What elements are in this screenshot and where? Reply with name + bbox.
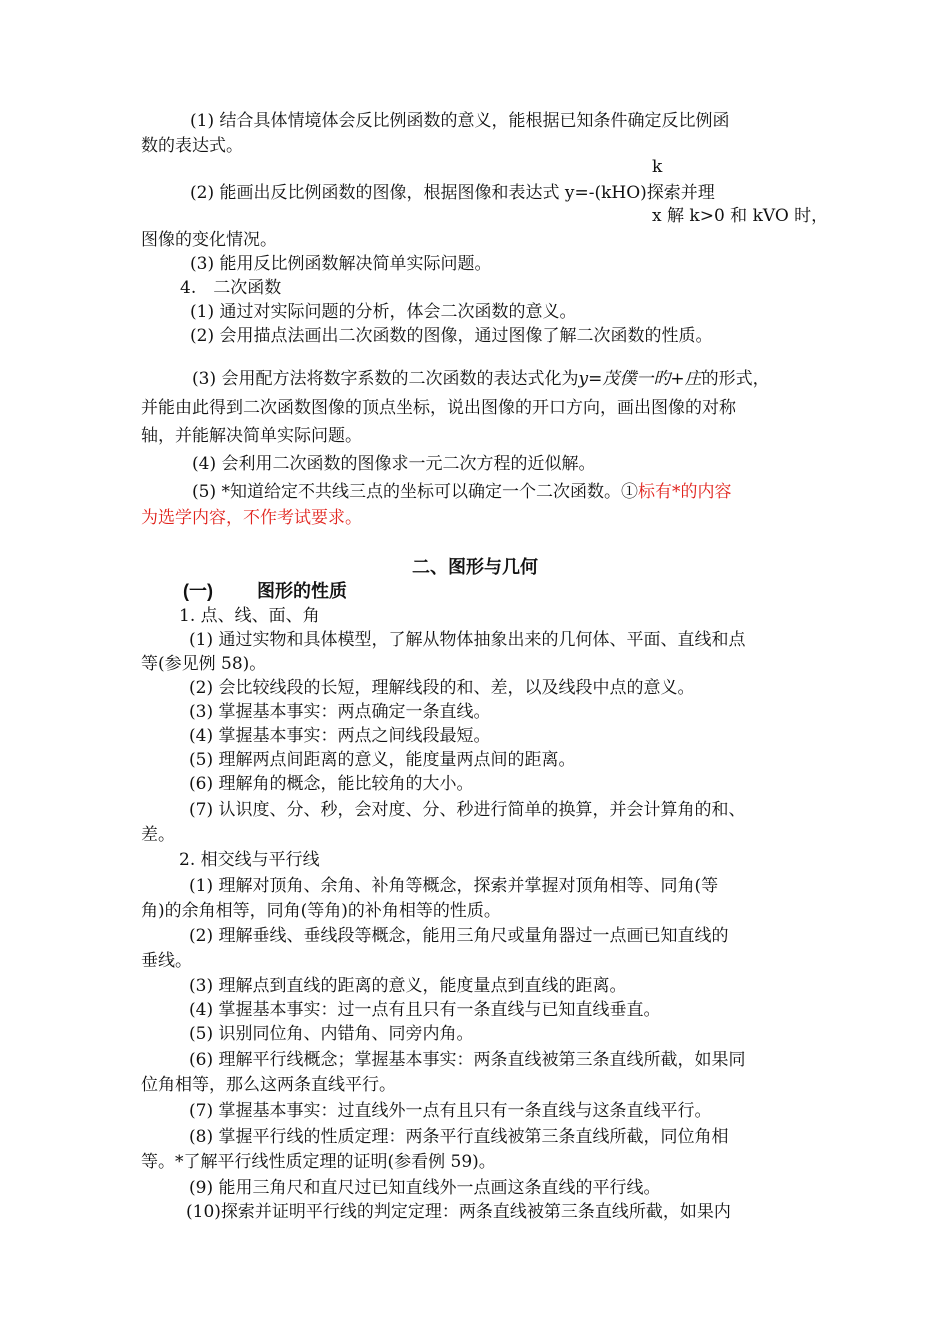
paragraph-line: (1) 结合具体情境体会反比例函数的意义，能根据已知条件确定反比例函 [190, 111, 730, 131]
text-segment: (5) *知道给定不共线三点的坐标可以确定一个二次函数。① [192, 482, 638, 502]
paragraph-line: (3) 掌握基本事实：两点确定一条直线。 [189, 702, 491, 722]
paragraph-line: (10)探索并证明平行线的判定定理：两条直线被第三条直线所截，如果内 [186, 1202, 731, 1222]
text-segment: 的形式， [701, 369, 770, 389]
paragraph-line: (7) 掌握基本事实：过直线外一点有且只有一条直线与这条直线平行。 [189, 1101, 712, 1121]
paragraph-line: 数的表达式。 [141, 136, 243, 156]
subsection-title: 图形的性质 [257, 581, 347, 601]
paragraph-line: (3) 理解点到直线的距离的意义，能度量点到直线的距离。 [189, 976, 627, 996]
paragraph-line: 轴，并能解决简单实际问题。 [141, 426, 362, 446]
paragraph-line: (1) 理解对顶角、余角、补角等概念，探索并掌握对顶角相等、同角(等 [189, 876, 719, 896]
paragraph-line: 等。*了解平行线性质定理的证明(参看例 59)。 [141, 1152, 496, 1172]
paragraph-line: (6) 理解平行线概念；掌握基本事实：两条直线被第三条直线所截，如果同 [189, 1050, 746, 1070]
paragraph-line: 差。 [141, 825, 175, 845]
subsection-heading: 1. 点、线、面、角 [179, 606, 320, 626]
paragraph-line: (3) 能用反比例函数解决简单实际问题。 [190, 254, 492, 274]
formula-denominator: x 解 k>0 和 kVO 时， [652, 206, 829, 226]
paragraph-line: 图像的变化情况。 [141, 230, 277, 250]
paragraph-line: (2) 会比较线段的长短，理解线段的和、差，以及线段中点的意义。 [189, 678, 695, 698]
footnote-red: 标有*的内容 [637, 482, 732, 502]
paragraph-line: (1) 通过实物和具体模型，了解从物体抽象出来的几何体、平面、直线和点 [189, 630, 746, 650]
paragraph-line: 垂线。 [141, 951, 192, 971]
text-segment: (3) 会用配方法将数字系数的二次函数的表达式化为 [192, 369, 579, 389]
footnote-red: 为选学内容，不作考试要求。 [141, 508, 362, 528]
paragraph-line [192, 481, 731, 503]
paragraph-line: (6) 理解角的概念，能比较角的大小。 [189, 774, 474, 794]
paragraph-line: (1) 通过对实际问题的分析，体会二次函数的意义。 [190, 302, 577, 322]
paragraph-line: (7) 认识度、分、秒，会对度、分、秒进行简单的换算，并会计算角的和、 [189, 800, 746, 820]
paragraph-line: (2) 能画出反比例函数的图像，根据图像和表达式 y=-(kHO)探索并理 [190, 183, 715, 203]
paragraph-line: (2) 理解垂线、垂线段等概念，能用三角尺或量角器过一点画已知直线的 [189, 926, 729, 946]
paragraph-line: 等(参见例 58)。 [141, 654, 267, 674]
formula: y=茂僕一旳+庄 [578, 369, 702, 389]
subsection-heading: 2. 相交线与平行线 [179, 850, 320, 870]
paragraph-line [192, 368, 770, 390]
subsection-number: (一) [183, 581, 213, 601]
paragraph-line: (5) 识别同位角、内错角、同旁内角。 [189, 1024, 474, 1044]
paragraph-line: (5) 理解两点间距离的意义，能度量两点间的距离。 [189, 750, 576, 770]
paragraph-line: (4) 掌握基本事实：过一点有且只有一条直线与已知直线垂直。 [189, 1000, 661, 1020]
paragraph-line: (4) 掌握基本事实：两点之间线段最短。 [189, 726, 491, 746]
formula-numerator: k [652, 157, 663, 177]
paragraph-line: (8) 掌握平行线的性质定理：两条平行直线被第三条直线所截，同位角相 [189, 1127, 729, 1147]
subsection-heading: 4. 二次函数 [180, 278, 282, 298]
paragraph-line: 并能由此得到二次函数图像的顶点坐标，说出图像的开口方向，画出图像的对称 [141, 398, 736, 418]
paragraph-line: (2) 会用描点法画出二次函数的图像，通过图像了解二次函数的性质。 [190, 326, 713, 346]
paragraph-line: 角)的余角相等，同角(等角)的补角相等的性质。 [141, 901, 501, 921]
paragraph-line: 位角相等，那么这两条直线平行。 [141, 1075, 396, 1095]
section-title: 二、图形与几何 [412, 557, 538, 577]
paragraph-line: (4) 会利用二次函数的图像求一元二次方程的近似解。 [192, 454, 596, 474]
paragraph-line: (9) 能用三角尺和直尺过已知直线外一点画这条直线的平行线。 [189, 1178, 661, 1198]
